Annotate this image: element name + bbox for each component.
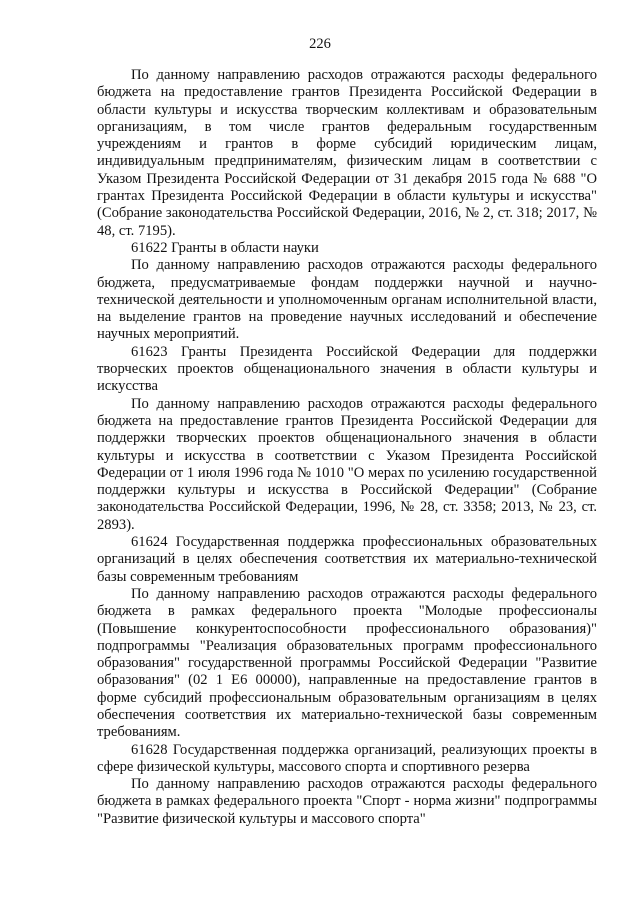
page-number: 226	[309, 36, 331, 52]
paragraph-grants-science: По данному направлению расходов отражаются расходы федерального бюджета, предусматриваемые фондам поддержки научной и научно-технической деятельности и уполномоченным органам исполнительной власти, на выделение грантов на проведение научных исследований и обеспечение научных мероприятий.	[97, 257, 597, 343]
heading-61623: 61623 Гранты Президента Российской Федерации для поддержки творческих проектов общенационального значения в области культуры и искусства	[97, 343, 597, 395]
heading-61628: 61628 Государственная поддержка организаций, реализующих проекты в сфере физической культуры, массового спорта и спортивного резерва	[97, 741, 597, 775]
paragraph-sport: По данному направлению расходов отражаются расходы федерального бюджета в рамках федерального проекта "Спорт - норма жизни" подпрограммы "Развитие физической культуры и массового спорта"	[97, 776, 597, 827]
paragraph-creative-projects: По данному направлению расходов отражаются расходы федерального бюджета на предоставление грантов Президента Российской Федерации для поддержки творческих проектов общенационального значения в области культуры и искусства в соответствии с Указом Президента Российской Федерации от 1 июля 1996 года № 1010 "О мерах по усилению государственной поддержки культуры и искусства в Российской Федерации" (Собрание законодательства Российской Федерации, 1996, № 28, ст. 3358; 2013, № 23, ст. 2893).	[97, 395, 597, 533]
paragraph-grants-culture: По данному направлению расходов отражаются расходы федерального бюджета на предоставление грантов Президента Российской Федерации в области культуры и искусства творческим коллективам и образовательным организациям, в том числе грантов федеральным государственным учреждениям и грантов в форме субсидий юридическим лицам, индивидуальным предпринимателям, физическим лицам в соответствии с Указом Президента Российской Федерации от 31 декабря 2015 года № 688 "О грантах Президента Российской Федерации в области культуры и искусства" (Собрание законодательства Российской Федерации, 2016, № 2, ст. 318; 2017, № 48, ст. 7195).	[97, 67, 597, 239]
heading-61624: 61624 Государственная поддержка профессиональных образовательных организаций в целях обеспечения соответствия их материально-технической базы современным требованиям	[97, 534, 597, 585]
heading-61622: 61622 Гранты в области науки	[131, 239, 319, 256]
document-body	[97, 67, 597, 828]
paragraph-professional-education: По данному направлению расходов отражаются расходы федерального бюджета в рамках федерального проекта "Молодые профессионалы (Повышение конкурентоспособности профессионального образования)" подпрограммы "Реализация образовательных программ профессионального образования" государственной программы Российской Федерации "Развитие образования" (02 1 E6 00000), направленные на предоставление грантов в форме субсидий профессиональным образовательным организациям в целях обеспечения соответствия их материально-технической базы современным требованиям.	[97, 585, 597, 741]
